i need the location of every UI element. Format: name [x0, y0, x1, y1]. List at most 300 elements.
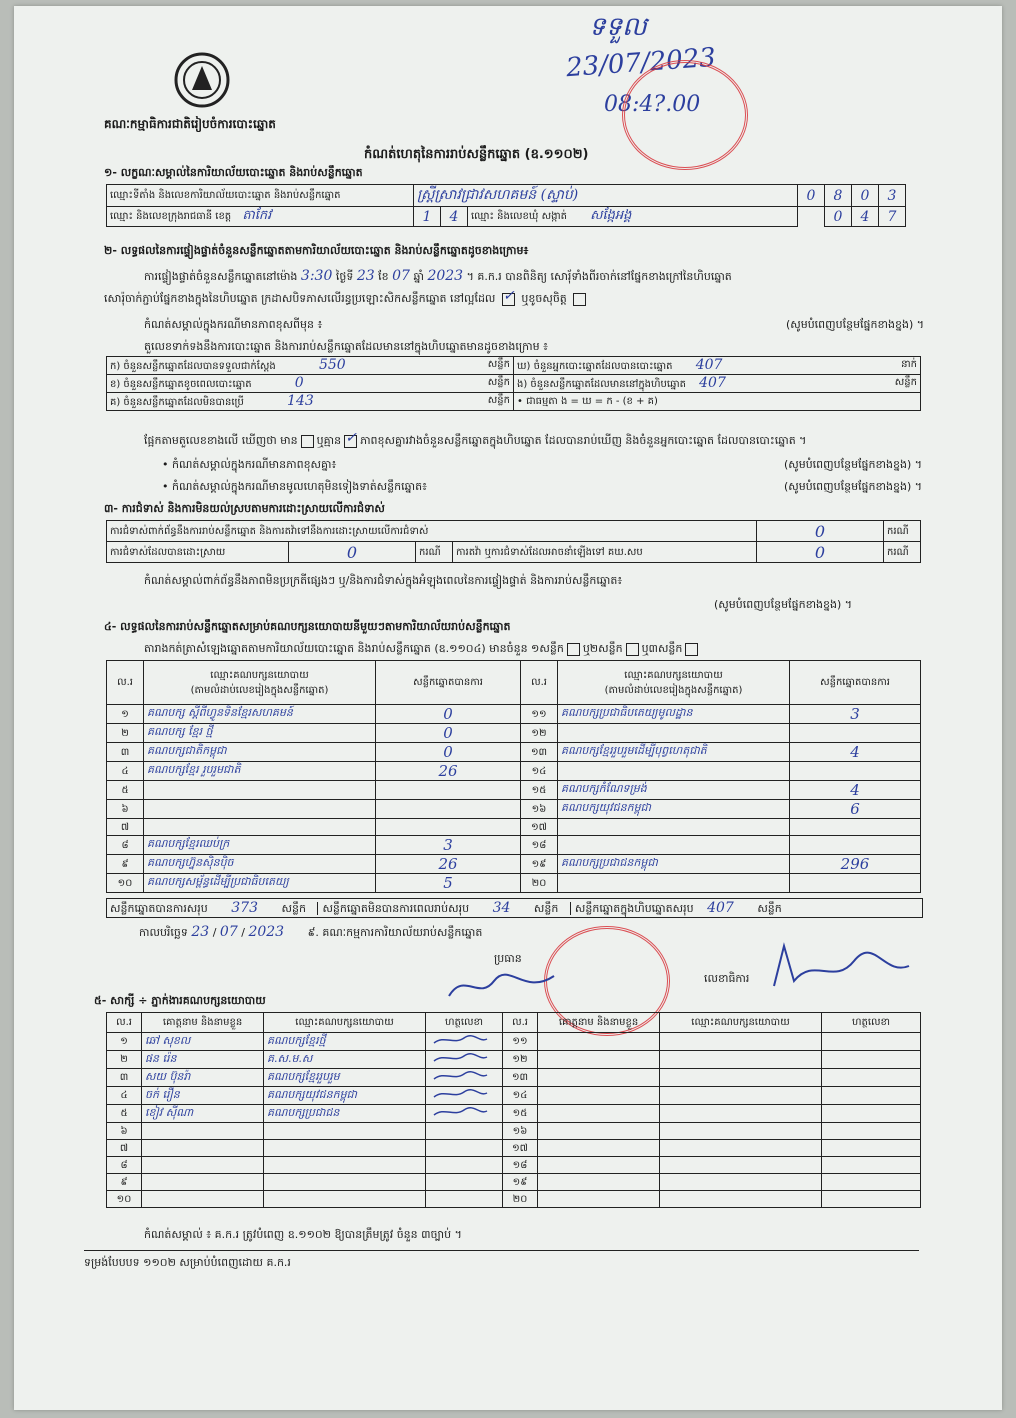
sheets-3-label: ឬ៣សន្លឹក — [641, 642, 683, 655]
sheets-1-checkbox[interactable] — [567, 643, 580, 656]
witness-right-sign — [822, 1051, 921, 1069]
results-row — [107, 874, 921, 893]
witness-right-no: ១៧ — [503, 1140, 538, 1157]
result-left-party: គណបក្សហ្វ៊ុនស៊ិនប៉ិច — [144, 855, 376, 874]
count-received-unit: សន្លឹក — [487, 359, 510, 370]
org-name: គណៈកម្មាធិការជាតិរៀបចំការបោះឆ្នោត — [104, 117, 276, 131]
col-party-left-sub: (តាមលំដាប់លេខរៀងក្នុងសន្លឹកឆ្នោត) — [190, 684, 329, 696]
result-right-no: ១៥ — [521, 781, 558, 800]
witness-right-no: ១៨ — [503, 1157, 538, 1174]
province-code-1: 1 — [414, 207, 441, 227]
count-in-box — [514, 375, 921, 393]
witness-right-sign — [822, 1105, 921, 1123]
witness-right-no: ១៩ — [503, 1174, 538, 1191]
result-right-party: គណបក្សប្រជាធិបតេយ្យមូលដ្ឋាន — [558, 705, 790, 724]
commune-label-text: ឈ្មោះ និងលេខឃុំ សង្កាត់ — [471, 211, 567, 222]
result-left-party — [144, 819, 376, 836]
received-date: 23/07/2023 — [565, 42, 717, 84]
damaged-label: ឬខូចសុចិត្ត — [521, 292, 567, 305]
bullet-2-text: • កំណត់សម្គាល់ក្នុងករណីមានមូលហេតុមិនទៀងទាត់សន្លឹកឆ្នោត៖ — [162, 480, 427, 493]
count-voters-value: 407 — [695, 357, 723, 373]
count-in-box-label: ង) ចំនួនសន្លឹកឆ្នោតដែលមាននៅក្នុងហិបឆ្នោត — [517, 379, 686, 390]
count-unused-unit: សន្លឹក — [487, 395, 510, 406]
result-right-party — [558, 836, 790, 855]
witness-right-no: ១៣ — [503, 1069, 538, 1087]
total-invalid-unit: សន្លឹក — [533, 902, 559, 915]
secretary-label: លេខាធិការ — [704, 972, 750, 985]
witness-right-sign — [822, 1157, 921, 1174]
w-col-no-left: ល.រ — [107, 1013, 142, 1033]
verify-year: 2023 — [427, 268, 464, 284]
witness-left-no: ៧ — [107, 1140, 142, 1157]
chair-label: ប្រធាន — [494, 952, 522, 965]
witness-left-name: ចក់ រឿន — [142, 1087, 264, 1105]
witness-right-no: ១៤ — [503, 1087, 538, 1105]
verify-line-3 — [144, 318, 924, 334]
witness-right-name — [538, 1033, 660, 1051]
section5-heading: ៥- សាក្សី ÷ ភ្នាក់ងារគណបក្សនយោបាយ — [94, 994, 266, 1007]
complaints-table — [106, 520, 921, 563]
bullet-1-text: • កំណត់សម្គាល់ក្នុងករណីមានភាពខុសគ្នា៖ — [162, 458, 337, 471]
witness-row — [107, 1087, 921, 1105]
witness-left-name: ខៀវ ស៊ីណា — [142, 1105, 264, 1123]
verify-month-label: ខែ — [378, 270, 389, 283]
total-valid-label: សន្លឹកឆ្នោតបានការសរុប — [110, 902, 208, 915]
tally-sheets-text: តារាងកត់ត្រាសំឡេងឆ្នោតតាមការិយាល័យបោះឆ្នោត និងរាប់សន្លឹកឆ្នោត (ឧ.១១០៤) មានចំនួន ១សន្លឹក — [144, 642, 564, 655]
result-right-party: គណបក្សប្រជាជនកម្ពុជា — [558, 855, 790, 874]
w-col-sign-left: ហត្ថលេខា — [426, 1013, 503, 1033]
resolved-value: 0 — [289, 542, 416, 563]
results-row — [107, 836, 921, 855]
footer-form-ref: ទម្រង់បែបបទ ១១០២ សម្រាប់បំពេញដោយ គ.ក.រ — [84, 1256, 291, 1269]
results-row — [107, 800, 921, 819]
complaints-value: 0 — [757, 521, 884, 542]
result-left-party: គណបក្ស ស្ដីពីហ្វូនទិនខ្មែរសហគមន៍ — [144, 705, 376, 724]
bullet-1 — [162, 458, 922, 474]
witness-right-no: ១២ — [503, 1051, 538, 1069]
result-right-votes — [790, 819, 921, 836]
witness-right-party — [660, 1069, 822, 1087]
result-left-votes: 5 — [376, 874, 521, 893]
witness-right-name — [538, 1123, 660, 1140]
discrepancy-none-label: ឬគ្មាន — [316, 434, 342, 447]
result-right-votes — [790, 874, 921, 893]
witness-left-party: គ.ស.ម.ស — [264, 1051, 426, 1069]
count-in-box-value: 407 — [699, 375, 726, 391]
witness-right-party — [660, 1191, 822, 1208]
witness-left-no: ២ — [107, 1051, 142, 1069]
commission-label: ៩. គណៈកម្មការការិយាល័យរាប់សន្លឹកឆ្នោត — [307, 926, 483, 939]
verify-time-label: ការផ្ទៀងផ្ទាត់ចំនួនសន្លឹកឆ្នោតនៅម៉ោង — [144, 270, 298, 283]
witness-right-name — [538, 1140, 660, 1157]
section2-heading: ២- លទ្ធផលនៃការផ្ទៀងផ្ទាត់ចំនួនសន្លឹកឆ្នោតតាមការិយាល័យបោះឆ្នោត និងរាប់សន្លឹកឆ្នោតដូចខាងក្រោម៖ — [104, 244, 529, 257]
result-left-party: គណបក្សជាតិកម្ពុជា — [144, 743, 376, 762]
witness-left-no: ១០ — [107, 1191, 142, 1208]
col-no-left: ល.រ — [107, 661, 144, 705]
witness-right-party — [660, 1033, 822, 1051]
results-row — [107, 819, 921, 836]
result-left-votes: 0 — [376, 724, 521, 743]
totals-row — [106, 898, 923, 918]
count-received-label: ក) ចំនួនសន្លឹកឆ្នោតដែលបានទទួលជាក់ស្តែង — [110, 361, 276, 372]
result-right-no: ១១ — [521, 705, 558, 724]
count-received-value: 550 — [318, 357, 346, 373]
witness-right-no: ១៦ — [503, 1123, 538, 1140]
results-row — [107, 855, 921, 874]
result-right-no: ១៦ — [521, 800, 558, 819]
count-received — [107, 357, 514, 375]
result-left-party: គណបក្សខ្មែរឈប់ក្រ — [144, 836, 376, 855]
total-valid-value: 373 — [231, 900, 258, 916]
result-right-party — [558, 724, 790, 743]
commune-label — [468, 207, 798, 227]
official-stamp-top — [622, 60, 748, 170]
footer-note: កំណត់សម្គាល់ ៖ គ.ក.រ ត្រូវបំពេញ ឧ.១១០២ ឱ្យបានត្រឹមត្រូវ ចំនួន ៣ច្បាប់ ។ — [144, 1228, 462, 1241]
witness-right-sign — [822, 1033, 921, 1051]
discrepancy-has-checkbox[interactable] — [301, 435, 314, 448]
province-value: តាកែវ — [242, 208, 272, 223]
province-label — [107, 207, 414, 227]
discrepancy-line — [144, 429, 807, 450]
results-row — [107, 762, 921, 781]
result-left-no: ១០ — [107, 874, 144, 893]
verify-day: 23 — [356, 268, 375, 284]
result-left-no: ៣ — [107, 743, 144, 762]
irregularity-note: កំណត់សម្គាល់ពាក់ព័ន្ធនឹងភាពមិនប្រក្រតីផ្សេងៗ ឬ/និងការជំទាស់ក្នុងអំឡុងពេលនៃការផ្ទៀងផ្ទាត់ និងការរាប់សន្លឹកឆ្នោត៖ — [144, 574, 623, 587]
col-party-left-title: ឈ្មោះគណបក្សនយោបាយ — [210, 669, 309, 681]
witness-left-sign — [426, 1033, 503, 1051]
witness-row — [107, 1191, 921, 1208]
witness-left-no: ៥ — [107, 1105, 142, 1123]
result-right-party — [558, 874, 790, 893]
witness-left-sign — [426, 1087, 503, 1105]
witness-left-name: ផន រ៉េន — [142, 1051, 264, 1069]
results-row — [107, 705, 921, 724]
province-code-2: 4 — [441, 207, 468, 227]
result-left-party: គណបក្ស ខ្មែរ ថ្មី — [144, 724, 376, 743]
result-left-party: គណបក្សសម្ព័ន្ធដើម្បីប្រជាធិបតេយ្យ — [144, 874, 376, 893]
witness-right-name — [538, 1105, 660, 1123]
results-row — [107, 781, 921, 800]
escalated-unit: ករណី — [884, 542, 921, 563]
count-formula: • ជាធម្មតា ង = ឃ = ក - (ខ + គ) — [514, 393, 921, 411]
w-col-party-left: ឈ្មោះគណបក្សនយោបាយ — [264, 1013, 426, 1033]
result-left-no: ៧ — [107, 819, 144, 836]
result-left-no: ៤ — [107, 762, 144, 781]
sheets-3-checkbox[interactable] — [685, 643, 698, 656]
verify-line-1 — [144, 268, 732, 286]
commune-code-2: 4 — [852, 207, 879, 227]
bullet-2 — [162, 480, 922, 496]
witness-left-party: គណបក្សខ្មែរថ្មី — [264, 1033, 426, 1051]
witness-right-no: ១១ — [503, 1033, 538, 1051]
commune-code-3: 7 — [879, 207, 906, 227]
witness-left-party: គណបក្សយុវជនកម្ពុជា — [264, 1087, 426, 1105]
witness-left-sign — [426, 1157, 503, 1174]
result-left-party: គណបក្សខ្មែរ រួបរួមជាតិ — [144, 762, 376, 781]
verify-time: 3:30 — [300, 268, 333, 284]
witness-left-no: ៩ — [107, 1174, 142, 1191]
result-right-no: ១៧ — [521, 819, 558, 836]
total-invalid-value: 34 — [492, 900, 511, 916]
nec-logo-icon — [174, 52, 230, 108]
signing-date-year: 2023 — [248, 924, 285, 940]
commune-code-spacer — [798, 207, 825, 227]
complaints-unit: ករណី — [884, 521, 921, 542]
witness-row — [107, 1069, 921, 1087]
witness-left-party — [264, 1174, 426, 1191]
witness-left-sign — [426, 1105, 503, 1123]
irregularity-fill: (សូមបំពេញបន្ថែមផ្នែកខាងខ្នង) ។ — [714, 598, 853, 611]
counts-table — [106, 356, 921, 411]
witness-left-no: ៣ — [107, 1069, 142, 1087]
witness-left-no: ៦ — [107, 1123, 142, 1140]
bullet-2-fill: (សូមបំពេញបន្ថែមផ្នែកខាងខ្នង) ។ — [783, 480, 922, 493]
witness-left-sign — [426, 1123, 503, 1140]
total-box-label: សន្លឹកឆ្នោតក្នុងហិបឆ្នោតសរុប — [570, 902, 694, 915]
witness-left-party: គណបក្សខ្មែររួបរួម — [264, 1069, 426, 1087]
signing-date-day: 23 — [191, 924, 210, 940]
chair-signature — [444, 966, 564, 1006]
witness-left-party — [264, 1157, 426, 1174]
col-party-left — [144, 661, 376, 705]
result-left-no: ៥ — [107, 781, 144, 800]
witness-right-party — [660, 1123, 822, 1140]
witness-right-name — [538, 1087, 660, 1105]
commune-code-1: 0 — [825, 207, 852, 227]
witness-table — [106, 1012, 921, 1208]
good-checkbox[interactable]: ✓ — [502, 287, 515, 304]
witness-left-sign — [426, 1140, 503, 1157]
verify-year-label: ឆ្នាំ — [413, 270, 424, 283]
result-right-party — [558, 762, 790, 781]
witness-row — [107, 1140, 921, 1157]
count-spoiled-value: 0 — [294, 375, 304, 391]
location-label: ឈ្មោះទីតាំង និងលេខការិយាល័យបោះឆ្នោត និងរាប់សន្លឹកឆ្នោត — [107, 185, 414, 207]
verify-line-4: តួលេខទាក់ទងនឹងការបោះឆ្នោត និងការរាប់សន្លឹកឆ្នោតដែលមាននៅក្នុងហិបឆ្នោតមានដូចខាងក្រោម ៖ — [144, 340, 548, 353]
result-right-no: ១២ — [521, 724, 558, 743]
col-votes-left: សន្លឹកឆ្នោតបានការ — [376, 661, 521, 705]
witness-left-name — [142, 1157, 264, 1174]
witness-row — [107, 1051, 921, 1069]
result-left-no: ២ — [107, 724, 144, 743]
escalated-label: ការតវ៉ា ឬការជំទាស់ដែលអាចនាំឡើងទៅ គឃ.សប — [453, 542, 757, 563]
count-voters-label: ឃ) ចំនួនអ្នកបោះឆ្នោតដែលបានបោះឆ្នោត — [517, 361, 673, 372]
damaged-checkbox[interactable] — [573, 293, 586, 306]
complaints-label: ការជំទាស់ពាក់ព័ន្ធនឹងការរាប់សន្លឹកឆ្នោត និងការតវ៉ាទៅនឹងការដោះស្រាយលើការជំទាស់ — [107, 521, 757, 542]
witness-left-name: ឆៅ សុខល — [142, 1033, 264, 1051]
witness-right-party — [660, 1140, 822, 1157]
witness-left-no: ៨ — [107, 1157, 142, 1174]
witness-right-sign — [822, 1191, 921, 1208]
counts-row — [107, 375, 921, 393]
result-left-no: ៨ — [107, 836, 144, 855]
witness-left-name: សយ ប៊ុនរ៉ា — [142, 1069, 264, 1087]
result-left-no: ៦ — [107, 800, 144, 819]
result-right-party: គណបក្សកំណែទម្រង់ — [558, 781, 790, 800]
sheets-2-checkbox[interactable] — [626, 643, 639, 656]
counts-row — [107, 393, 921, 411]
witness-left-no: ១ — [107, 1033, 142, 1051]
result-left-no: ៩ — [107, 855, 144, 874]
witness-right-party — [660, 1174, 822, 1191]
escalated-value: 0 — [757, 542, 884, 563]
witness-right-sign — [822, 1069, 921, 1087]
result-left-party — [144, 781, 376, 800]
witness-row — [107, 1174, 921, 1191]
result-left-votes — [376, 781, 521, 800]
witness-right-party — [660, 1087, 822, 1105]
tally-sheets-line — [144, 642, 701, 658]
result-right-party: គណបក្សខ្មែររួបរួមដើម្បីបុព្វហេតុជាតិ — [558, 743, 790, 762]
location-table — [106, 184, 906, 227]
witness-right-sign — [822, 1087, 921, 1105]
witness-right-name — [538, 1174, 660, 1191]
result-left-votes — [376, 800, 521, 819]
witness-right-party — [660, 1051, 822, 1069]
section1-heading: ១- លក្ខណៈសម្គាល់នៃការិយាល័យបោះឆ្នោត និងរាប់សន្លឹកឆ្នោត — [104, 166, 363, 179]
result-left-no: ១ — [107, 705, 144, 724]
resolved-label: ការជំទាស់ដែលបានដោះស្រាយ — [107, 542, 289, 563]
total-valid-unit: សន្លឹក — [281, 902, 306, 915]
result-right-votes: 6 — [790, 800, 921, 819]
location-code-3: 0 — [852, 185, 879, 207]
witness-right-name — [538, 1051, 660, 1069]
count-in-box-unit: សន្លឹក — [894, 377, 917, 388]
count-unused-label: គ) ចំនួនសន្លឹកឆ្នោតដែលមិនបានប្រើ — [110, 397, 244, 408]
result-left-votes: 0 — [376, 705, 521, 724]
result-right-votes — [790, 762, 921, 781]
witness-left-party — [264, 1140, 426, 1157]
witness-left-name — [142, 1123, 264, 1140]
resolved-unit: ករណី — [416, 542, 453, 563]
bullet-1-fill: (សូមបំពេញបន្ថែមផ្នែកខាងខ្នង) ។ — [783, 458, 922, 471]
location-code-1: 0 — [798, 185, 825, 207]
witness-right-no: ២០ — [503, 1191, 538, 1208]
witness-left-sign — [426, 1191, 503, 1208]
result-right-votes — [790, 724, 921, 743]
witness-right-party — [660, 1157, 822, 1174]
w-col-party-right: ឈ្មោះគណបក្សនយោបាយ — [660, 1013, 822, 1033]
result-right-no: ១៤ — [521, 762, 558, 781]
sheets-2-label: ឬ២សន្លឹក — [582, 642, 623, 655]
witness-row — [107, 1033, 921, 1051]
witness-right-sign — [822, 1140, 921, 1157]
witness-row — [107, 1105, 921, 1123]
witness-right-name — [538, 1069, 660, 1087]
result-right-votes: 4 — [790, 743, 921, 762]
witness-right-no: ១៥ — [503, 1105, 538, 1123]
total-box-value: 407 — [707, 900, 734, 916]
received-note: ទទួល — [589, 12, 647, 42]
total-box-unit: សន្លឹក — [757, 902, 782, 915]
result-right-votes — [790, 836, 921, 855]
witness-left-no: ៤ — [107, 1087, 142, 1105]
result-right-votes: 3 — [790, 705, 921, 724]
count-unused — [107, 393, 514, 411]
verify-line-3-text: កំណត់សម្គាល់ក្នុងករណីមានភាពខុសពីមុន ៖ — [144, 318, 323, 331]
location-code-2: 8 — [825, 185, 852, 207]
witness-right-name — [538, 1157, 660, 1174]
form-page — [14, 6, 1002, 1410]
witness-left-party: គណបក្សប្រជាជន — [264, 1105, 426, 1123]
location-code-4: 3 — [879, 185, 906, 207]
witness-left-party — [264, 1191, 426, 1208]
result-left-votes — [376, 819, 521, 836]
province-label-text: ឈ្មោះ និងលេខក្រុងរាជធានី ខេត្ត — [110, 211, 232, 222]
result-right-party: គណបក្សយុវជនកម្ពុជា — [558, 800, 790, 819]
witness-left-name — [142, 1191, 264, 1208]
count-spoiled-unit: សន្លឹក — [487, 377, 510, 388]
count-voters-unit: នាក់ — [901, 359, 917, 370]
w-col-sign-right: ហត្ថលេខា — [822, 1013, 921, 1033]
count-spoiled-label: ខ) ចំនួនសន្លឹកឆ្នោតខូចពេលបោះឆ្នោត — [110, 379, 252, 390]
result-right-no: ១៨ — [521, 836, 558, 855]
result-right-votes: 296 — [790, 855, 921, 874]
result-right-party — [558, 819, 790, 836]
results-row — [107, 724, 921, 743]
count-spoiled — [107, 375, 514, 393]
result-left-votes: 0 — [376, 743, 521, 762]
count-unused-value: 143 — [287, 393, 314, 409]
w-col-no-right: ល.រ — [503, 1013, 538, 1033]
total-invalid-label: សន្លឹកឆ្នោតមិនបានការពេលរាប់សរុប — [317, 902, 469, 915]
col-party-right-sub: (តាមលំដាប់លេខរៀងក្នុងសន្លឹកឆ្នោត) — [604, 684, 743, 696]
witness-left-sign — [426, 1051, 503, 1069]
commune-value: សង្កែអង្គ — [590, 208, 632, 223]
verify-line-3-fill: (សូមបំពេញបន្ថែមផ្នែកខាងខ្នង) ។ — [785, 318, 924, 331]
footer-divider — [84, 1250, 919, 1251]
col-party-right — [558, 661, 790, 705]
witness-left-sign — [426, 1174, 503, 1191]
witness-row — [107, 1157, 921, 1174]
result-right-no: ២០ — [521, 874, 558, 893]
verify-day-label: ថ្ងៃទី — [335, 270, 354, 283]
witness-right-sign — [822, 1123, 921, 1140]
w-col-name-right: គោត្តនាម និងនាមខ្លួន — [538, 1013, 660, 1033]
col-votes-right: សន្លឹកឆ្នោតបានការ — [790, 661, 921, 705]
signing-date-month: 07 — [219, 924, 238, 940]
results-row — [107, 743, 921, 762]
verify-line-2 — [104, 287, 589, 308]
result-left-party — [144, 800, 376, 819]
verify-month: 07 — [392, 268, 410, 284]
discrepancy-text: ភាពខុសគ្នារវាងចំនួនសន្លឹកឆ្នោតក្នុងហិបឆ្នោត ដែលបានរាប់ឃើញ និងចំនួនអ្នកបោះឆ្នោត ដែលបានបោះឆ្នោត ។ — [360, 434, 807, 447]
w-col-name-left: គោត្តនាម និងនាមខ្លួន — [142, 1013, 264, 1033]
secretary-signature — [764, 936, 914, 996]
result-left-votes: 26 — [376, 855, 521, 874]
counts-row — [107, 357, 921, 375]
witness-right-party — [660, 1105, 822, 1123]
col-no-right: ល.រ — [521, 661, 558, 705]
form-title: កំណត់ហេតុនៃការរាប់សន្លឹកឆ្នោត (ឧ.១១០២) — [364, 147, 589, 162]
results-table — [106, 660, 921, 893]
verify-line-1-post: ។ គ.ក.រ បានពិនិត្យ សោរ័ុទាំងពីរចាក់នៅផ្នែកខាងក្រៅនៃហិបឆ្នោត — [466, 270, 732, 283]
section4-heading: ៤- លទ្ធផលនៃការរាប់សន្លឹកឆ្នោតសម្រាប់គណបក្សនយោបាយនីមួយៗតាមការិយាល័យរាប់សន្លឹកឆ្នោត — [104, 620, 511, 633]
col-party-right-title: ឈ្មោះគណបក្សនយោបាយ — [624, 669, 723, 681]
result-right-votes: 4 — [790, 781, 921, 800]
result-left-votes: 3 — [376, 836, 521, 855]
result-left-votes: 26 — [376, 762, 521, 781]
witness-row — [107, 1123, 921, 1140]
witness-left-name — [142, 1174, 264, 1191]
witness-left-sign — [426, 1069, 503, 1087]
witness-left-party — [264, 1123, 426, 1140]
signing-date: កាលបរិច្ឆេទ 23 / 07 / 2023 ៩. គណៈកម្មការការិយាល័យរាប់សន្លឹកឆ្នោត — [139, 924, 483, 940]
discrepancy-none-checkbox[interactable]: ✓ — [345, 429, 357, 446]
section3-heading: ៣- ការជំទាស់ និងការមិនយល់ស្របតាមការដោះស្រាយលើការជំទាស់ — [104, 502, 385, 515]
witness-right-sign — [822, 1174, 921, 1191]
